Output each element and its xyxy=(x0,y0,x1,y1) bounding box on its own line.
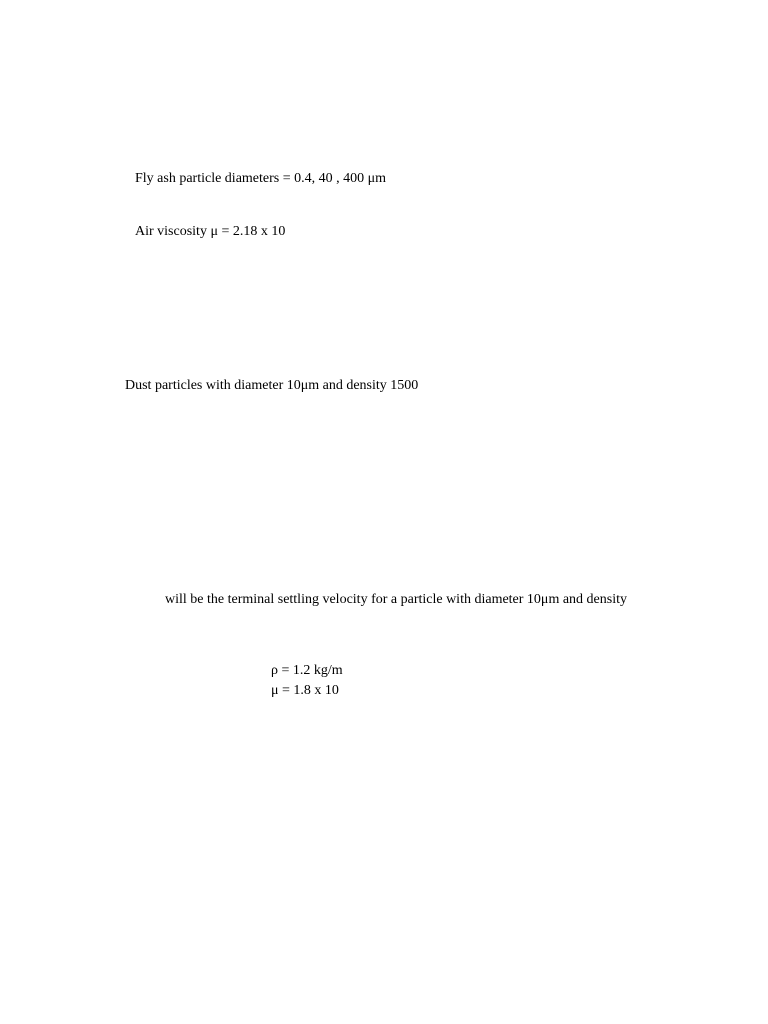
fly-ash-diameters-text: Fly ash particle diameters = 0.4, 40 , 400 μm xyxy=(135,171,387,186)
dust-particles-text: Dust particles with diameter 10μm and density 1500 xyxy=(125,378,419,393)
air-density-text: ρ = 1.2 kg/m xyxy=(271,663,343,678)
viscosity-value-text: μ = 1.8 x 10 xyxy=(271,683,339,698)
air-viscosity-text: Air viscosity μ = 2.18 x 10 xyxy=(135,224,286,239)
terminal-velocity-question-text: will be the terminal settling velocity for a particle with diameter 10μm and density xyxy=(165,592,627,607)
